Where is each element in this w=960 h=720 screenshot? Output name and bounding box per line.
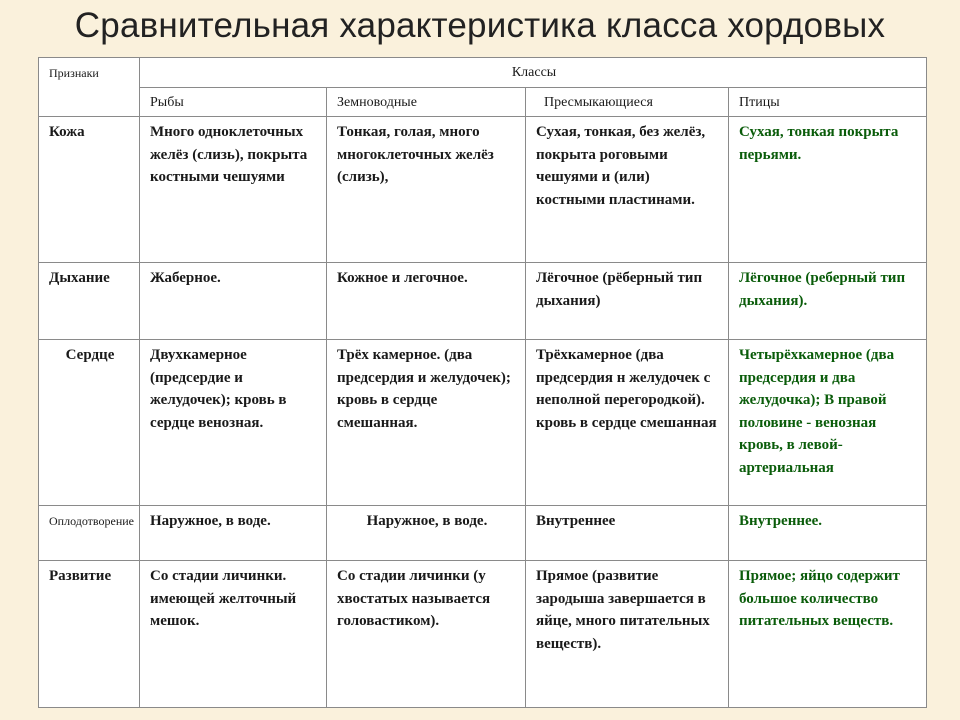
slide-title: Сравнительная характеристика класса хордовых <box>74 6 886 45</box>
cell-fertilization-birds: Внутреннее. <box>729 506 927 561</box>
row-header-breathing: Дыхание <box>39 263 140 340</box>
column-header-amphibians: Земноводные <box>327 87 526 117</box>
row-header-heart: Сердце <box>39 340 140 506</box>
table-header-row <box>39 58 927 88</box>
cell-breathing-amphibians: Кожное и легочное. <box>327 263 526 340</box>
cell-heart-amphibians: Трёх камерное. (два предсердия и желудочек); кровь в сердце смешанная. <box>327 340 526 506</box>
row-header-fertilization: Оплодотворение <box>39 506 140 561</box>
cell-fertilization-fish: Наружное, в воде. <box>140 506 327 561</box>
cell-fertilization-amphibians: Наружное, в воде. <box>327 506 526 561</box>
cell-skin-amphibians: Тонкая, голая, много многоклеточных желёз (слизь), <box>327 117 526 263</box>
cell-development-reptiles: Прямое (развитие зародыша завершается в яйце, много питательных веществ). <box>526 561 729 708</box>
cell-skin-reptiles: Сухая, тонкая, без желёз, покрыта роговыми чешуями и (или) костными пластинами. <box>526 117 729 263</box>
table-subheader-row <box>39 87 927 117</box>
cell-fertilization-reptiles: Внутреннее <box>526 506 729 561</box>
column-header-birds: Птицы <box>729 87 927 117</box>
cell-skin-birds: Сухая, тонкая покрыта перьями. <box>729 117 927 263</box>
corner-header: Признаки <box>39 58 140 117</box>
table-row-development <box>39 561 927 708</box>
row-header-skin: Кожа <box>39 117 140 263</box>
cell-breathing-fish: Жаберное. <box>140 263 327 340</box>
cell-breathing-reptiles: Лёгочное (рёберный тип дыхания) <box>526 263 729 340</box>
cell-development-fish: Со стадии личинки. имеющей желточный мешок. <box>140 561 327 708</box>
table-row-skin <box>39 117 927 263</box>
cell-development-amphibians: Со стадии личинки (у хвостатых называется головастиком). <box>327 561 526 708</box>
cell-skin-fish: Много одноклеточных желёз (слизь), покрыта костными чешуями <box>140 117 327 263</box>
column-header-fish: Рыбы <box>140 87 327 117</box>
cell-development-birds: Прямое; яйцо содержит большое количество питательных веществ. <box>729 561 927 708</box>
table-row-heart <box>39 340 927 506</box>
cell-heart-reptiles: Трёхкамерное (два предсердия н желудочек с неполной перегородкой). кровь в сердце смешанная <box>526 340 729 506</box>
classes-header: Классы <box>140 58 927 88</box>
table-row-fertilization <box>39 506 927 561</box>
cell-breathing-birds: Лёгочное (реберный тип дыхания). <box>729 263 927 340</box>
row-header-development: Развитие <box>39 561 140 708</box>
comparison-table <box>38 57 927 708</box>
cell-heart-birds: Четырёхкамерное (два предсердия и два желудочка); В правой половине - венозная кровь, в левой- артериальная <box>729 340 927 506</box>
column-header-reptiles: Пресмыкающиеся <box>526 87 729 117</box>
table-row-breathing <box>39 263 927 340</box>
cell-heart-fish: Двухкамерное (предсердие и желудочек); кровь в сердце венозная. <box>140 340 327 506</box>
